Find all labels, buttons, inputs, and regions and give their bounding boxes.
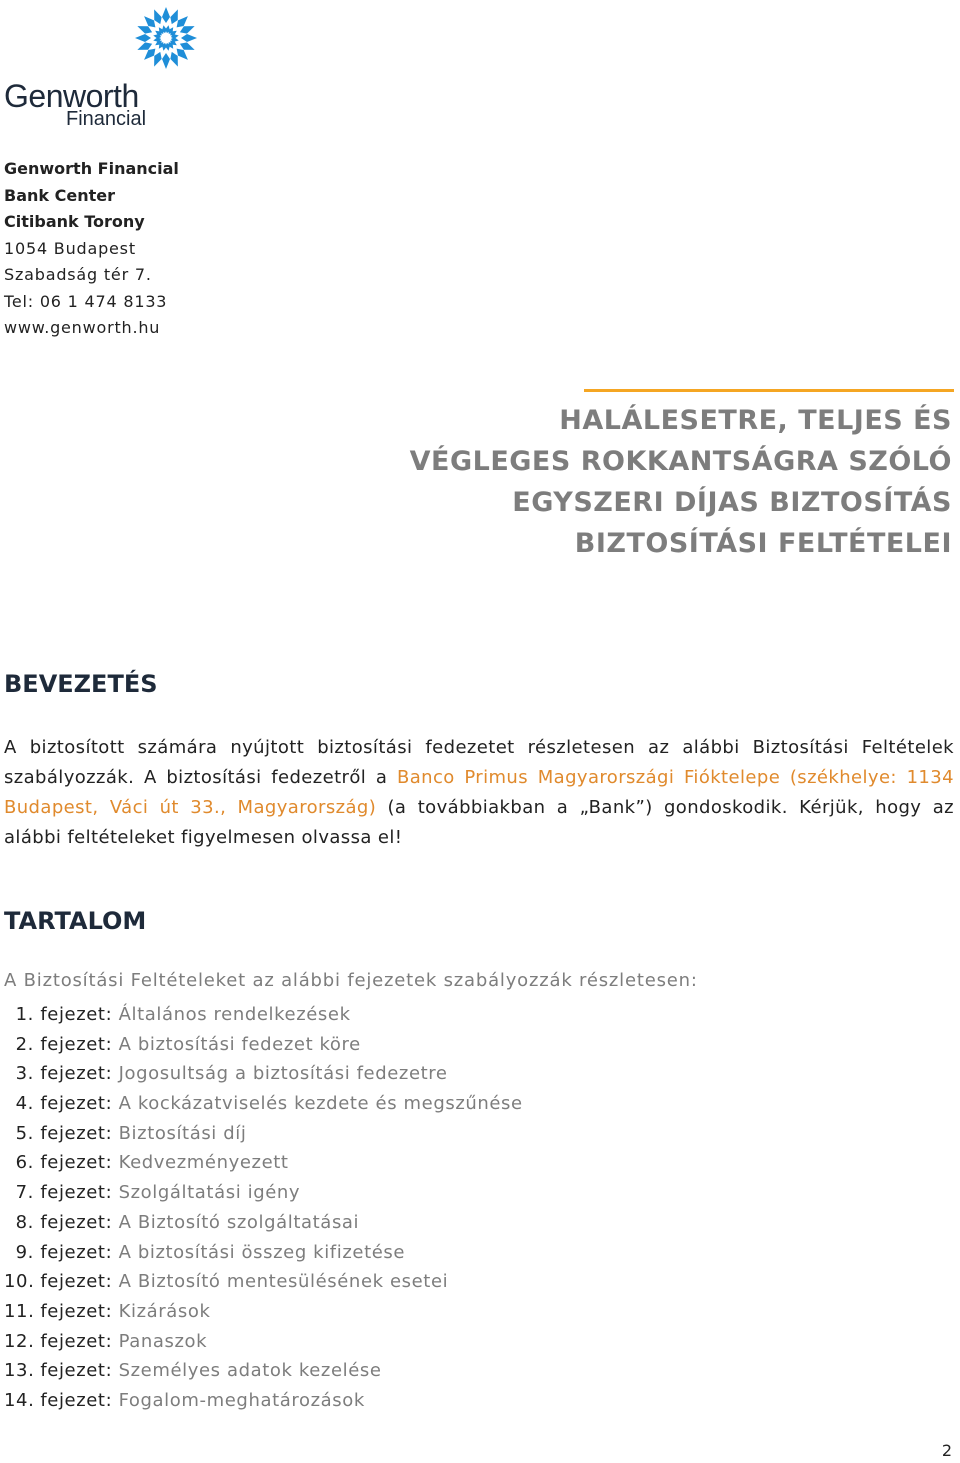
- toc-item-number: 12.: [4, 1330, 35, 1352]
- title-line-1: HALÁLESETRE, TELJES ÉS: [559, 405, 952, 436]
- toc-item-number: 6.: [15, 1152, 34, 1174]
- logo-wordmark: Genworth: [4, 78, 139, 114]
- toc-item-label: fejezet:: [40, 1271, 113, 1293]
- toc-intro: A Biztosítási Feltételeket az alábbi fejezetek szabályozzák részletesen:: [4, 970, 698, 991]
- toc-item-number: 11.: [4, 1300, 35, 1322]
- starburst-icon: [132, 4, 200, 72]
- toc-item[interactable]: [4, 1267, 523, 1297]
- toc-item-title: Fogalom-meghatározások: [118, 1389, 365, 1411]
- intro-heading: BEVEZETÉS: [4, 670, 158, 698]
- toc-item-number: 4.: [15, 1093, 34, 1115]
- toc-item[interactable]: [4, 1089, 523, 1119]
- toc-item-number: 9.: [15, 1241, 34, 1263]
- toc-item-number: 3.: [15, 1063, 34, 1085]
- toc-item-number: 10.: [4, 1271, 35, 1293]
- toc-item-label: fejezet:: [40, 1389, 113, 1411]
- address-city: 1054 Budapest: [4, 238, 136, 258]
- starburst-ray: [162, 53, 170, 69]
- address-street: Szabadság tér 7.: [4, 265, 152, 284]
- toc-item-title: A Biztosító mentesülésének esetei: [118, 1271, 449, 1293]
- toc-item-number: 13.: [4, 1360, 35, 1382]
- toc-item[interactable]: [4, 1297, 523, 1327]
- toc-item[interactable]: [4, 1386, 523, 1416]
- toc-item[interactable]: [4, 1208, 523, 1238]
- toc-item-title: Személyes adatok kezelése: [118, 1360, 382, 1382]
- toc-item-number: 1.: [15, 1004, 34, 1025]
- starburst-ray: [135, 34, 151, 42]
- address-building: Bank Center: [4, 185, 115, 205]
- title-line-4: BIZTOSÍTÁSI FELTÉTELEI: [574, 528, 952, 559]
- title-line-3: EGYSZERI DÍJAS BIZTOSÍTÁS: [512, 487, 952, 518]
- toc-item[interactable]: [4, 1327, 523, 1357]
- toc-item-title: A kockázatviselés kezdete és megszűnése: [118, 1093, 523, 1115]
- toc-item-label: fejezet:: [40, 1360, 113, 1382]
- toc-item-label: fejezet:: [40, 1152, 113, 1174]
- toc-item-label: fejezet:: [40, 1122, 113, 1144]
- logo-subtitle: Financial: [66, 108, 147, 130]
- title-line-2: VÉGLEGES ROKKANTSÁGRA SZÓLÓ: [409, 446, 952, 477]
- toc-item-label: fejezet:: [40, 1300, 113, 1322]
- toc-item[interactable]: [4, 1000, 523, 1030]
- toc-item-label: fejezet:: [40, 1093, 113, 1115]
- intro-text-1: A biztosított számára nyújtott biztosítási fedezetet részletesen az alábbi Biztosítási Feltételek szabályozzák. A biztosítási fedezetről a: [4, 737, 954, 788]
- toc-item-number: 8.: [15, 1211, 34, 1233]
- page-number: 2: [941, 1441, 952, 1460]
- address-phone: Tel: 06 1 474 8133: [4, 291, 168, 311]
- toc-item-label: fejezet:: [40, 1211, 113, 1233]
- starburst-ray: [162, 7, 170, 23]
- toc-item-label: fejezet:: [40, 1241, 113, 1263]
- bank-name: Banco Primus Magyarországi Fióktelepe (székhelye: 1134 Budapest, Váci út 33., Magyarország): [4, 767, 954, 818]
- toc-item-number: 2.: [15, 1033, 34, 1055]
- toc-item-title: Kizárások: [118, 1300, 211, 1322]
- toc-list: [4, 1000, 523, 1416]
- toc-item-title: Szolgáltatási igény: [118, 1182, 301, 1204]
- toc-item-label: fejezet:: [40, 1033, 113, 1055]
- toc-item-title: Általános rendelkezések: [118, 1004, 351, 1025]
- toc-item-title: A Biztosító szolgáltatásai: [118, 1211, 360, 1233]
- toc-item-title: Kedvezményezett: [118, 1152, 289, 1174]
- toc-item[interactable]: [4, 1178, 523, 1208]
- toc-item-title: A biztosítási összeg kifizetése: [118, 1241, 406, 1263]
- toc-item[interactable]: [4, 1030, 523, 1060]
- toc-item-title: Jogosultság a biztosítási fedezetre: [118, 1063, 448, 1085]
- toc-item-label: fejezet:: [40, 1004, 113, 1025]
- toc-item-number: 7.: [15, 1182, 34, 1204]
- toc-item-title: Panaszok: [118, 1330, 208, 1352]
- address-tower: Citibank Torony: [4, 212, 145, 231]
- toc-item-label: fejezet:: [40, 1063, 113, 1085]
- toc-item-title: A biztosítási fedezet köre: [118, 1033, 361, 1055]
- intro-text-2: (a továbbiakban a „Bank”) gondoskodik. Kérjük, hogy az alábbi feltételeket figyelmesen olvassa el!: [4, 797, 954, 848]
- toc-item-label: fejezet:: [40, 1182, 113, 1204]
- address-web[interactable]: www.genworth.hu: [4, 318, 161, 337]
- toc-item-title: Biztosítási díj: [118, 1122, 247, 1144]
- toc-item[interactable]: [4, 1119, 523, 1149]
- intro-paragraph: [4, 733, 954, 853]
- toc-item-label: fejezet:: [40, 1330, 113, 1352]
- title-rule: [584, 389, 954, 392]
- toc-item-number: 14.: [4, 1389, 35, 1411]
- starburst-ray: [181, 34, 197, 42]
- toc-item[interactable]: [4, 1059, 523, 1089]
- toc-item-number: 5.: [15, 1122, 34, 1144]
- address-company: Genworth Financial: [4, 159, 179, 178]
- toc-item[interactable]: [4, 1238, 523, 1268]
- toc-heading: TARTALOM: [4, 907, 147, 935]
- company-address: [4, 156, 179, 342]
- toc-item[interactable]: [4, 1356, 523, 1386]
- toc-item[interactable]: [4, 1148, 523, 1178]
- document-title: [410, 400, 952, 564]
